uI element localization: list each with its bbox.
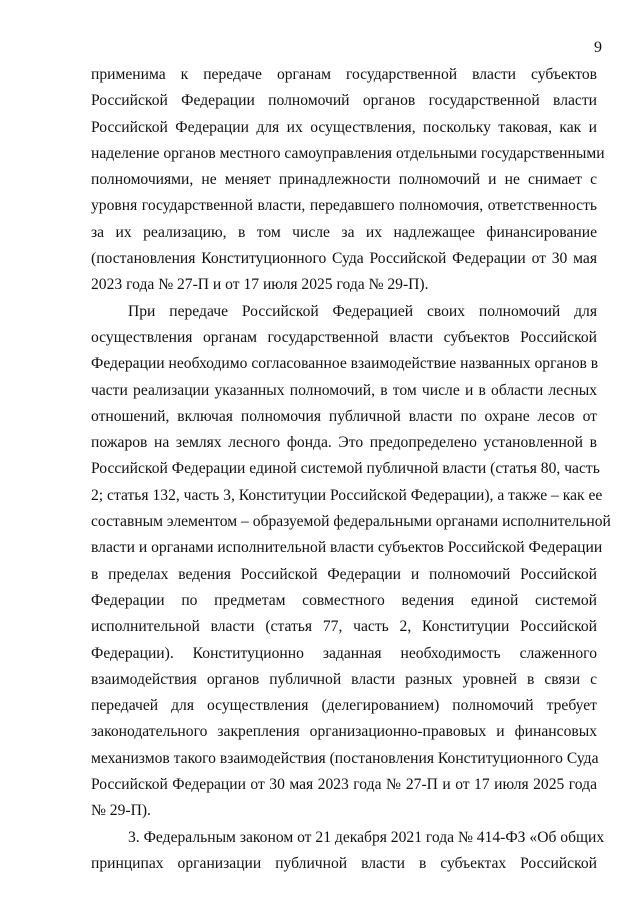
- text-line: При передаче Российской Федерацией своих полномочий для: [128, 302, 597, 320]
- text-line: в пределах ведения Российской Федерации и полномочий Российской: [91, 565, 597, 583]
- text-line: взаимодействия органов публичной власти разных уровней в связи с: [91, 670, 597, 688]
- paragraph-1: [91, 62, 605, 299]
- text-line: исполнительной власти (статья 77, часть 2, Конституции Российской: [91, 618, 597, 636]
- text-line: полномочиями, не меняет принадлежности полномочий и не снимает с: [91, 171, 597, 189]
- text-line: передачей для осуществления (делегированием) полномочий требует: [91, 697, 597, 715]
- text-line: 2; статья 132, часть 3, Конституции Российской Федерации), а также – как ее: [91, 486, 603, 504]
- text-line: № 29-П).: [91, 802, 151, 820]
- text-line: законодательного закрепления организационно-правовых и финансовых: [91, 723, 597, 741]
- text-line: уровня государственной власти, передавшего полномочия, ответственность: [91, 197, 597, 215]
- text-line: Российской Федерации для их осуществления, поскольку таковая, как и: [91, 118, 597, 136]
- text-line: Федерации по предметам совместного ведения единой системой: [91, 591, 597, 609]
- paragraph-2: [91, 299, 611, 825]
- text-line: отношений, включая полномочия публичной власти по охране лесов от: [91, 407, 597, 425]
- text-line: принципах организации публичной власти в субъектах Российской: [91, 854, 597, 872]
- text-line: Российской Федерации единой системой публичной власти (статья 80, часть: [91, 460, 600, 478]
- text-line: применима к передаче органам государственной власти субъектов: [91, 66, 597, 83]
- text-line: пожаров на землях лесного фонда. Это предопределено установленной в: [91, 434, 597, 452]
- text-line: власти и органами исполнительной власти субъектов Российской Федерации: [91, 539, 603, 557]
- text-line: Федерации необходимо согласованное взаимодействие названных органов в: [91, 355, 599, 373]
- document-body: [91, 62, 611, 877]
- text-line: Российской Федерации полномочий органов государственной власти: [91, 92, 597, 110]
- text-line: составным элементом – образуемой федеральными органами исполнительной: [91, 513, 611, 531]
- text-line: осуществления органам государственной власти субъектов Российской: [91, 328, 597, 346]
- text-line: (постановления Конституционного Суда Российской Федерации от 30 мая: [91, 250, 597, 268]
- text-line: части реализации указанных полномочий, в том числе и в области лесных: [91, 381, 597, 399]
- text-line: 3. Федеральным законом от 21 декабря 2021 года № 414-ФЗ «Об общих: [128, 828, 605, 846]
- text-line: Федерации). Конституционно заданная необходимость слаженного: [91, 644, 597, 662]
- text-line: наделение органов местного самоуправления отдельными государственными: [91, 144, 605, 162]
- page-number: 9: [594, 39, 602, 56]
- text-line: Российской Федерации от 30 мая 2023 года № 27-П и от 17 июля 2025 года: [91, 776, 597, 794]
- text-line: механизмов такого взаимодействия (постановления Конституционного Суда: [91, 749, 599, 767]
- paragraph-3: [91, 825, 605, 878]
- text-line: 2023 года № 27-П и от 17 июля 2025 года № 29-П).: [91, 276, 429, 294]
- text-line: за их реализацию, в том числе за их надлежащее финансирование: [91, 223, 597, 241]
